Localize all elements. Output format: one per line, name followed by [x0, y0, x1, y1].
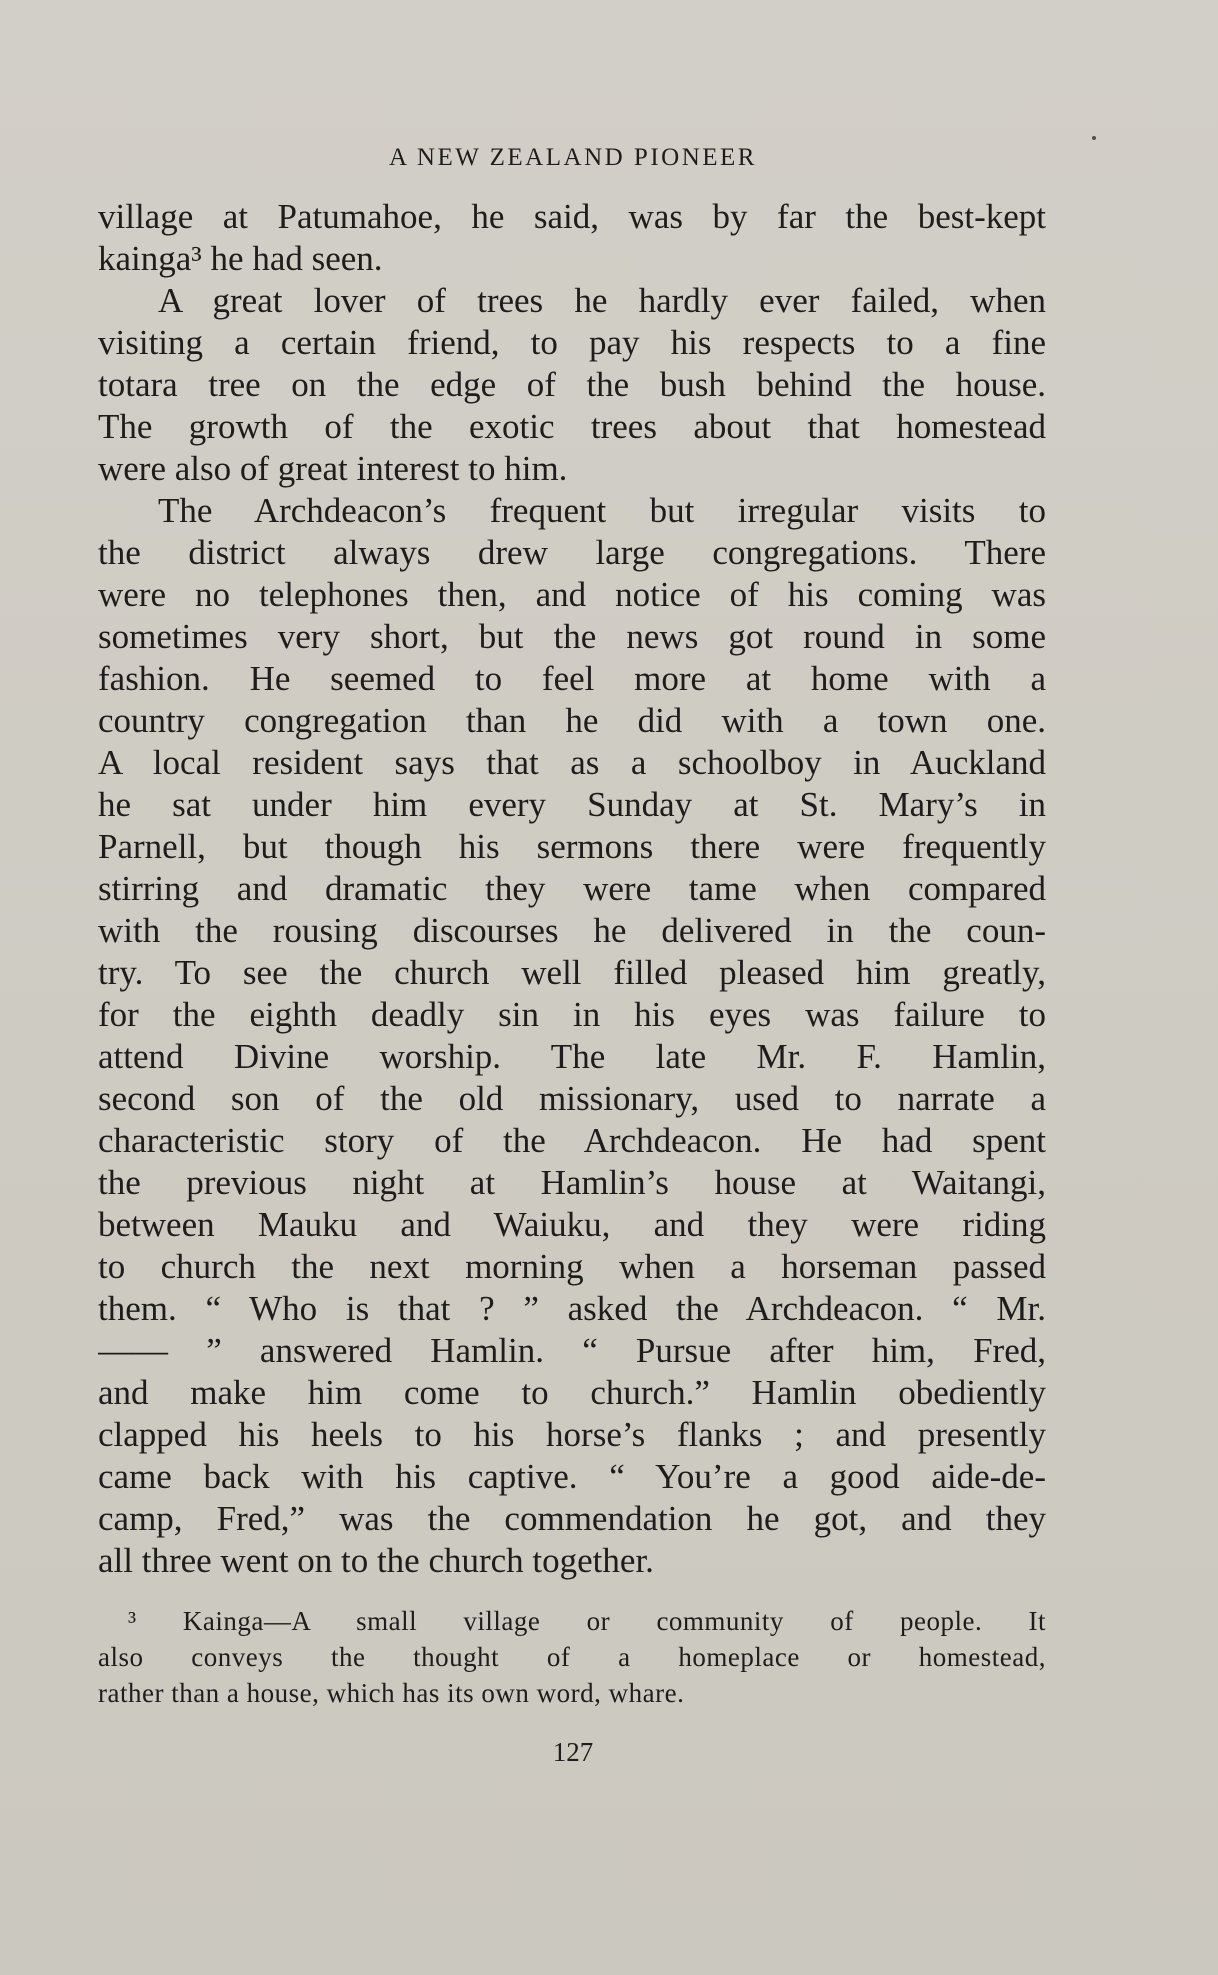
footnote-line: also conveys the thought of a homeplace or homestead, — [98, 1642, 1046, 1672]
body-line: the district always drew large congregations. There — [98, 533, 1046, 572]
body-line: Parnell, but though his sermons there were frequently — [98, 827, 1046, 866]
body-line: were no telephones then, and notice of his coming was — [98, 575, 1046, 614]
body-line: characteristic story of the Archdeacon. He had spent — [98, 1121, 1046, 1160]
body-line: came back with his captive. “ You’re a good aide-de- — [98, 1457, 1046, 1496]
body-line: try. To see the church well filled pleased him greatly, — [98, 953, 1046, 992]
body-line: village at Patumahoe, he said, was by far the best-kept — [98, 197, 1046, 236]
body-line: fashion. He seemed to feel more at home with a — [98, 659, 1046, 698]
body-line: visiting a certain friend, to pay his respects to a fine — [98, 323, 1046, 362]
body-line: second son of the old missionary, used to narrate a — [98, 1079, 1046, 1118]
body-line: sometimes very short, but the news got round in some — [98, 617, 1046, 656]
body-line: clapped his heels to his horse’s flanks ; and presently — [98, 1415, 1046, 1454]
body-line: and make him come to church.” Hamlin obediently — [98, 1373, 1046, 1412]
body-line: with the rousing discourses he delivered in the coun- — [98, 911, 1046, 950]
body-line: between Mauku and Waiuku, and they were riding — [98, 1205, 1046, 1244]
body-line: them. “ Who is that ? ” asked the Archdeacon. “ Mr. — [98, 1289, 1046, 1328]
footnote — [98, 1603, 1046, 1711]
body-line: stirring and dramatic they were tame when compared — [98, 869, 1046, 908]
body-line: The growth of the exotic trees about that homestead — [98, 407, 1046, 446]
body-line: The Archdeacon’s frequent but irregular visits to — [158, 491, 1046, 530]
body-line: camp, Fred,” was the commendation he got, and they — [98, 1499, 1046, 1538]
body-line: for the eighth deadly sin in his eyes was failure to — [98, 995, 1046, 1034]
running-head: A NEW ZEALAND PIONEER — [389, 144, 757, 171]
body-line: kainga³ he had seen. — [98, 239, 383, 278]
page-number: 127 — [552, 1737, 594, 1767]
body-line: —— ” answered Hamlin. “ Pursue after him, Fred, — [98, 1331, 1046, 1370]
body-line: all three went on to the church together. — [98, 1541, 654, 1580]
body-line: A local resident says that as a schoolboy in Auckland — [98, 743, 1046, 782]
body-line: country congregation than he did with a town one. — [98, 701, 1046, 740]
body-text — [98, 196, 1046, 1582]
body-line: to church the next morning when a horseman passed — [98, 1247, 1046, 1286]
body-line: were also of great interest to him. — [98, 449, 568, 488]
footnote-line: rather than a house, which has its own word, whare. — [98, 1678, 685, 1708]
body-line: attend Divine worship. The late Mr. F. Hamlin, — [98, 1037, 1046, 1076]
ink-speck — [1092, 136, 1096, 140]
body-line: he sat under him every Sunday at St. Mary’s in — [98, 785, 1046, 824]
footnote-line: ³ Kainga—A small village or community of people. It — [128, 1606, 1046, 1636]
body-line: the previous night at Hamlin’s house at Waitangi, — [98, 1163, 1046, 1202]
body-line: totara tree on the edge of the bush behind the house. — [98, 365, 1046, 404]
body-line: A great lover of trees he hardly ever failed, when — [158, 281, 1046, 320]
